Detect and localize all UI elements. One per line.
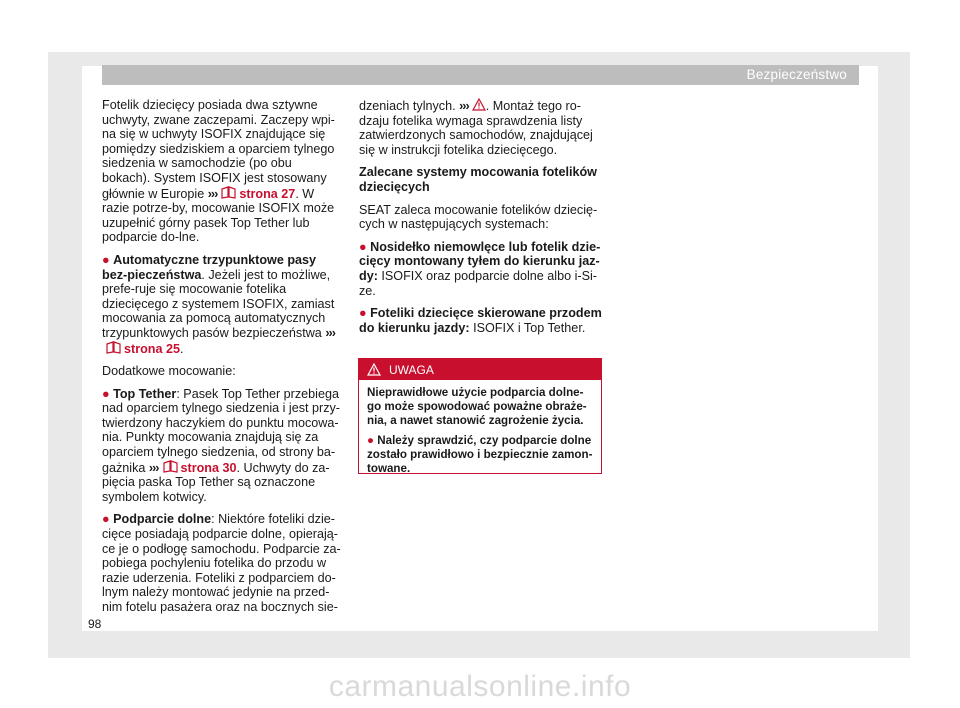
bullet-icon: ● xyxy=(359,306,367,321)
watermark: carmanualsonline.info xyxy=(328,670,632,703)
isofix-paragraph: Fotelik dziecięcy posiada dwa sztywne uchwyty, zwane zaczepami. Zaczepy wpi-na się w uchwyty ISOFIX znajdujące się pomiędzy siedziskiem a oparciem tylnego siedzenia w samochodzie (po obu bokach). System ISOFIX jest stosowany głównie w Europie ››› strona 27. W razie potrze-by, mocowanie ISOFIX może uzupełnić górny pasek Top Tether lub podparcie do-lne. xyxy=(102,98,335,245)
bullet-icon: ● xyxy=(102,386,110,401)
page-number: 98 xyxy=(88,617,102,631)
right-column xyxy=(359,98,603,343)
warning-header xyxy=(359,359,601,380)
list-item: ● Automatyczne trzypunktowe pasy bez-pieczeństwa. Jeżeli jest to możliwe, prefe-ruje się mocowanie fotelika dziecięcego z systemem ISOFIX, zamiast mocowania za pomocą automatycznych trzypunktowych pasów bezpieczeństwa ›››strona 25. xyxy=(102,252,335,356)
warning-body xyxy=(359,380,601,476)
list-item: ● Top Tether: Pasek Top Tether przebiega nad oparciem tylnego siedzenia i jest przy-twierdzony haczykiem do punktu mocowa-nia. Punkty mocowania znajdują się za oparciem tylnego siedzenia, od strony ba-gażnika ››› strona 30. Uchwyty do za-pięcia paska Top Tether są oznaczone symbolem kotwicy. xyxy=(102,386,341,504)
warning-triangle-icon xyxy=(472,98,486,111)
book-icon xyxy=(163,460,178,473)
bullet-icon: ● xyxy=(359,239,367,254)
continuation-paragraph: dzeniach tylnych. ››› . Montaż tego ro-dzaju fotelika wymaga sprawdzenia listy zatwierdzonych samochodów, znajdującej się w instrukcji fotelika dziecięcego. xyxy=(359,99,593,157)
list-item: ● Należy sprawdzić, czy podparcie dolne zostało prawidłowo i bezpiecznie zamon-towane. xyxy=(367,434,593,475)
book-icon xyxy=(106,341,121,354)
list-item: ● Nosidełko niemowlęce lub fotelik dzie-cięcy montowany tyłem do kierunku jaz-dy: ISOFIX oraz podparcie dolne albo i-Si-ze. xyxy=(359,239,601,298)
bullet-icon: ● xyxy=(102,512,110,527)
warning-triangle-icon xyxy=(367,363,381,376)
page-title: Bezpieczeństwo xyxy=(746,67,847,82)
list-item: ● Podparcie dolne: Niektóre foteliki dzie-cięce posiadają podparcie dolne, opierają-ce je o podłogę samochodu. Podparcie za-pobiega pochyleniu fotelika do przodu w razie uderzenia. Foteliki z podparciem do-lnym należy montować jedynie na przed-nim fotelu pasażera oraz na bocznych sie- xyxy=(102,512,341,614)
see-arrows: ››› xyxy=(148,460,159,475)
recommendation-paragraph: SEAT zaleca mocowanie fotelików dziecię-cych w następujących systemach: xyxy=(359,202,598,232)
warning-box xyxy=(358,358,602,474)
see-arrows: ››› xyxy=(207,186,218,201)
book-icon xyxy=(221,186,236,199)
section-heading: Zalecane systemy mocowania fotelików dziecięcych xyxy=(359,165,597,194)
left-column xyxy=(102,98,342,623)
page-header xyxy=(102,65,859,85)
bullet-icon: ● xyxy=(102,252,110,267)
page-reference-link[interactable]: strona 27 xyxy=(239,186,296,201)
warning-text: Nieprawidłowe użycie podparcia dolne-go może spowodować poważne obraże-nia, a nawet stanowić zagrożenie życia. xyxy=(367,386,587,427)
see-arrows: ››› xyxy=(325,325,335,340)
bullet-icon: ● xyxy=(367,434,375,447)
page-reference-link[interactable]: strona 25 xyxy=(124,341,180,356)
warning-title: UWAGA xyxy=(389,362,434,377)
additional-mounting-label: Dodatkowe mocowanie: xyxy=(102,364,236,379)
list-item: ● Foteliki dziecięce skierowane przodem do kierunku jazdy: ISOFIX i Top Tether. xyxy=(359,306,602,335)
page-reference-link[interactable]: strona 30 xyxy=(180,460,237,475)
see-arrows: ››› xyxy=(459,99,469,113)
